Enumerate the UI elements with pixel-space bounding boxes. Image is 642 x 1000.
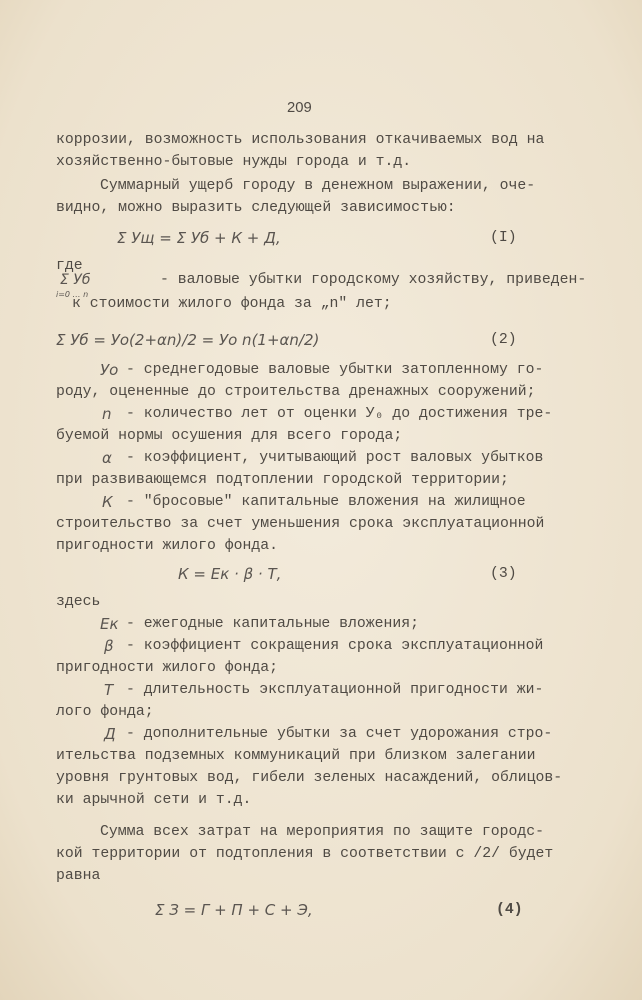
text-line: равна [56, 868, 101, 884]
text-line: - валовые убытки городскому хозяйству, приведен- [160, 272, 587, 288]
text-line: к стоимости жилого фонда за „n" лет; [72, 296, 392, 312]
symbol-y0: Уо [100, 361, 119, 379]
text-line: пригодности жилого фонда. [56, 538, 278, 554]
text-line: пригодности жилого фонда; [56, 660, 278, 676]
text-line: - коэффициент сокращения срока эксплуатационной [126, 638, 544, 654]
text-line: при развивающемся подтоплении городской территории; [56, 472, 509, 488]
symbol-beta: β [104, 637, 114, 655]
text-line: кой территории от подтопления в соответствии с /2/ будет [56, 846, 554, 862]
equation-number-1: (I) [490, 230, 517, 246]
text-line: - "бросовые" капитальные вложения на жилищное [126, 494, 526, 510]
text-line: - коэффициент, учитывающий рост валовых убытков [126, 450, 544, 466]
text-line: - ежегодные капитальные вложения; [126, 616, 420, 632]
text-line: - среднегодовые валовые убытки затопленному го- [126, 362, 544, 378]
text-line: - длительность эксплуатационной пригодности жи- [126, 682, 544, 698]
text-line: где [56, 258, 83, 274]
symbol-ek: Ек [100, 615, 119, 633]
text-line: - дополнительные убытки за счет удорожания стро- [126, 726, 553, 742]
text-line: лого фонда; [56, 704, 154, 720]
text-line: роду, оцененные до строительства дренажных сооружений; [56, 384, 536, 400]
symbol-k: К [102, 493, 113, 511]
text-line: строительство за счет уменьшения срока эксплуатационной [56, 516, 545, 532]
formula-4: Σ З = Г + П + С + Э, [155, 901, 313, 919]
text-line: Суммарный ущерб городу в денежном выражении, оче- [100, 178, 536, 194]
text-line: ительства подземных коммуникаций при близком залегании [56, 748, 536, 764]
sum-limits: i=0 … n [56, 290, 89, 299]
equation-number-4: (4) [496, 902, 523, 918]
symbol-t: Т [104, 681, 114, 699]
sum-symbol: Σ Уб [60, 272, 91, 288]
formula-2: Σ Уб = Уо(2+αn)/2 = Уо n(1+αn/2) [56, 331, 320, 349]
symbol-alpha: α [102, 449, 112, 467]
text-line: ки арычной сети и т.д. [56, 792, 252, 808]
formula-3: К = Ек · β · Т, [178, 565, 282, 583]
symbol-d: Д [104, 725, 116, 743]
text-line: буемой нормы осушения для всего города; [56, 428, 403, 444]
text-line: Сумма всех затрат на мероприятия по защите городс- [100, 824, 544, 840]
equation-number-3: (3) [490, 566, 517, 582]
equation-number-2: (2) [490, 332, 517, 348]
symbol-n: n [102, 405, 112, 423]
text-line: видно, можно выразить следующей зависимостью: [56, 200, 456, 216]
text-line: здесь [56, 594, 101, 610]
text-line: коррозии, возможность использования откачиваемых вод на [56, 132, 545, 148]
page-number: 209 [287, 100, 312, 116]
formula-1: Σ Ущ = Σ Уб + К + Д, [117, 229, 281, 247]
text-line: хозяйственно-бытовые нужды города и т.д. [56, 154, 412, 170]
text-line: - количество лет от оценки У₀ до достижения тре- [126, 406, 553, 422]
text-line: уровня грунтовых вод, гибели зеленых насаждений, облицов- [56, 770, 563, 786]
